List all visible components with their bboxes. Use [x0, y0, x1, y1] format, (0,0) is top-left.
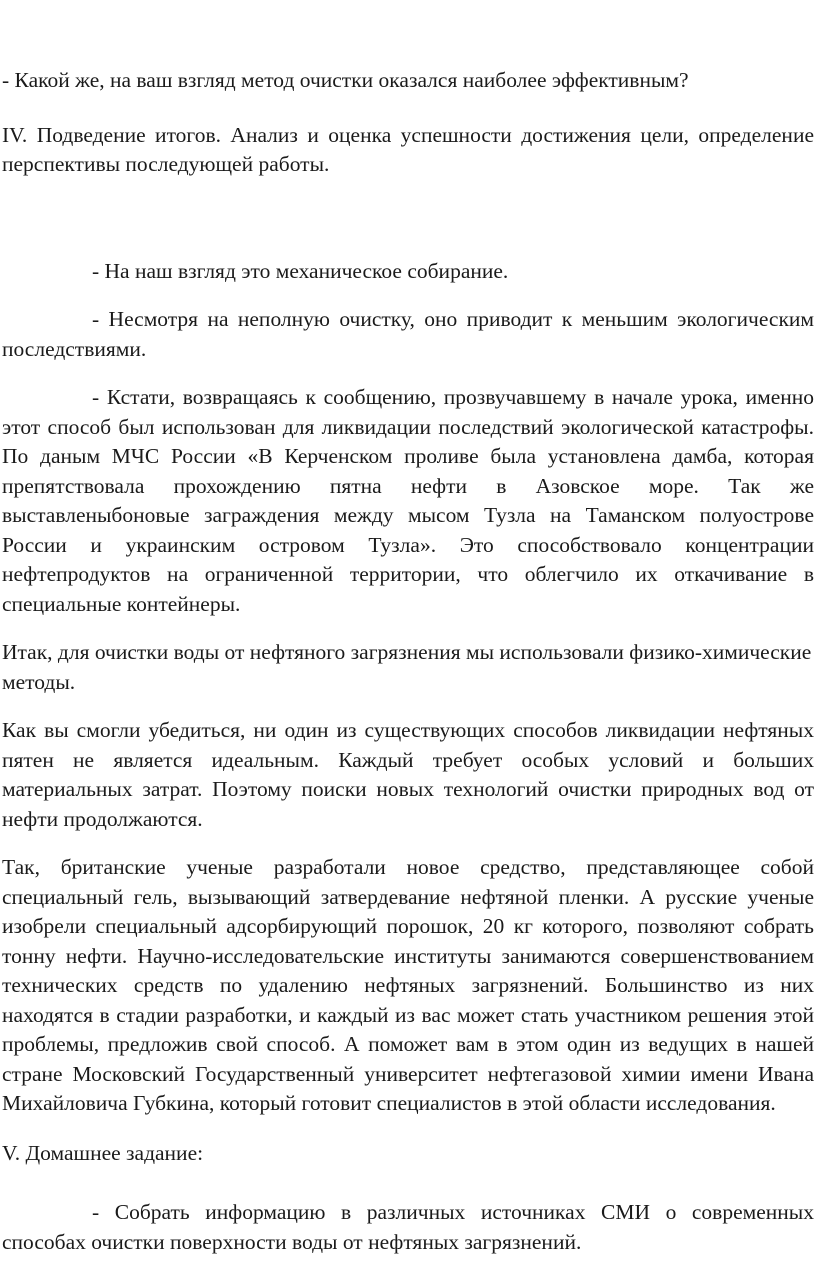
teacher-comment-kerch: - Кстати, возвращаясь к сообщению, прозвучавшему в начале урока, именно этот способ был использован для ликвидации последствий экологической катастрофы. По даным МЧС России «В Керченском проливе была установлена дамба, которая препятствовала прохождению пятна нефти в Азовское море. Так же выставленыбоновые заграждения между мысом Тузла на Таманском полуострове России и украинским островом Тузла». Это способствовало концентрации нефтепродуктов на ограниченной территории, что облегчило их откачивание в специальные контейнеры.	[2, 385, 814, 616]
teacher-question: - Какой же, на ваш взгляд метод очистки оказался наиболее эффективным?	[2, 68, 689, 92]
student-answer-2: - Несмотря на неполную очистку, оно приводит к меньшим экологическим последствиями.	[2, 307, 814, 361]
homework-task: - Собрать информацию в различных источниках СМИ о современных способах очистки поверхности воды от нефтяных загрязнений.	[2, 1200, 814, 1254]
stage-4-heading: IV. Подведение итогов. Анализ и оценка успешности достижения цели, определение перспективы последующей работы.	[2, 122, 814, 176]
stage-5-heading: V. Домашнее задание:	[2, 1140, 204, 1165]
conclusion-paragraph: Итак, для очистки воды от нефтяного загрязнения мы использовали физико-химические методы.	[2, 640, 812, 694]
student-answer-1: - На наш взгляд это механическое собирание.	[92, 258, 509, 283]
new-technologies-paragraph: Так, британские ученые разработали новое средство, представляющее собой специальный гель, вызывающий затвердевание нефтяной пленки. А русские ученые изобрели специальный адсорбирующий порошок, 20 кг которого, позволяют собрать тонну нефти. Научно-исследовательские институты занимаются совершенствованием технических средств по удалению нефтяных загрязнений. Большинство из них находятся в стадии разработки, и каждый из вас может стать участником решения этой проблемы, предложив свой способ. А поможет вам в этом один из ведущих в нашей стране Московский Государственный университет нефтегазовой химии имени Ивана Михайловича Губкина, который готовит специалистов в этой области исследования.	[2, 855, 814, 1115]
no-ideal-method-paragraph: Как вы смогли убедиться, ни один из существующих способов ликвидации нефтяных пятен не является идеальным. Каждый требует особых условий и больших материальных затрат. Поэтому поиски новых технологий очистки природных вод от нефти продолжаются.	[2, 718, 814, 831]
